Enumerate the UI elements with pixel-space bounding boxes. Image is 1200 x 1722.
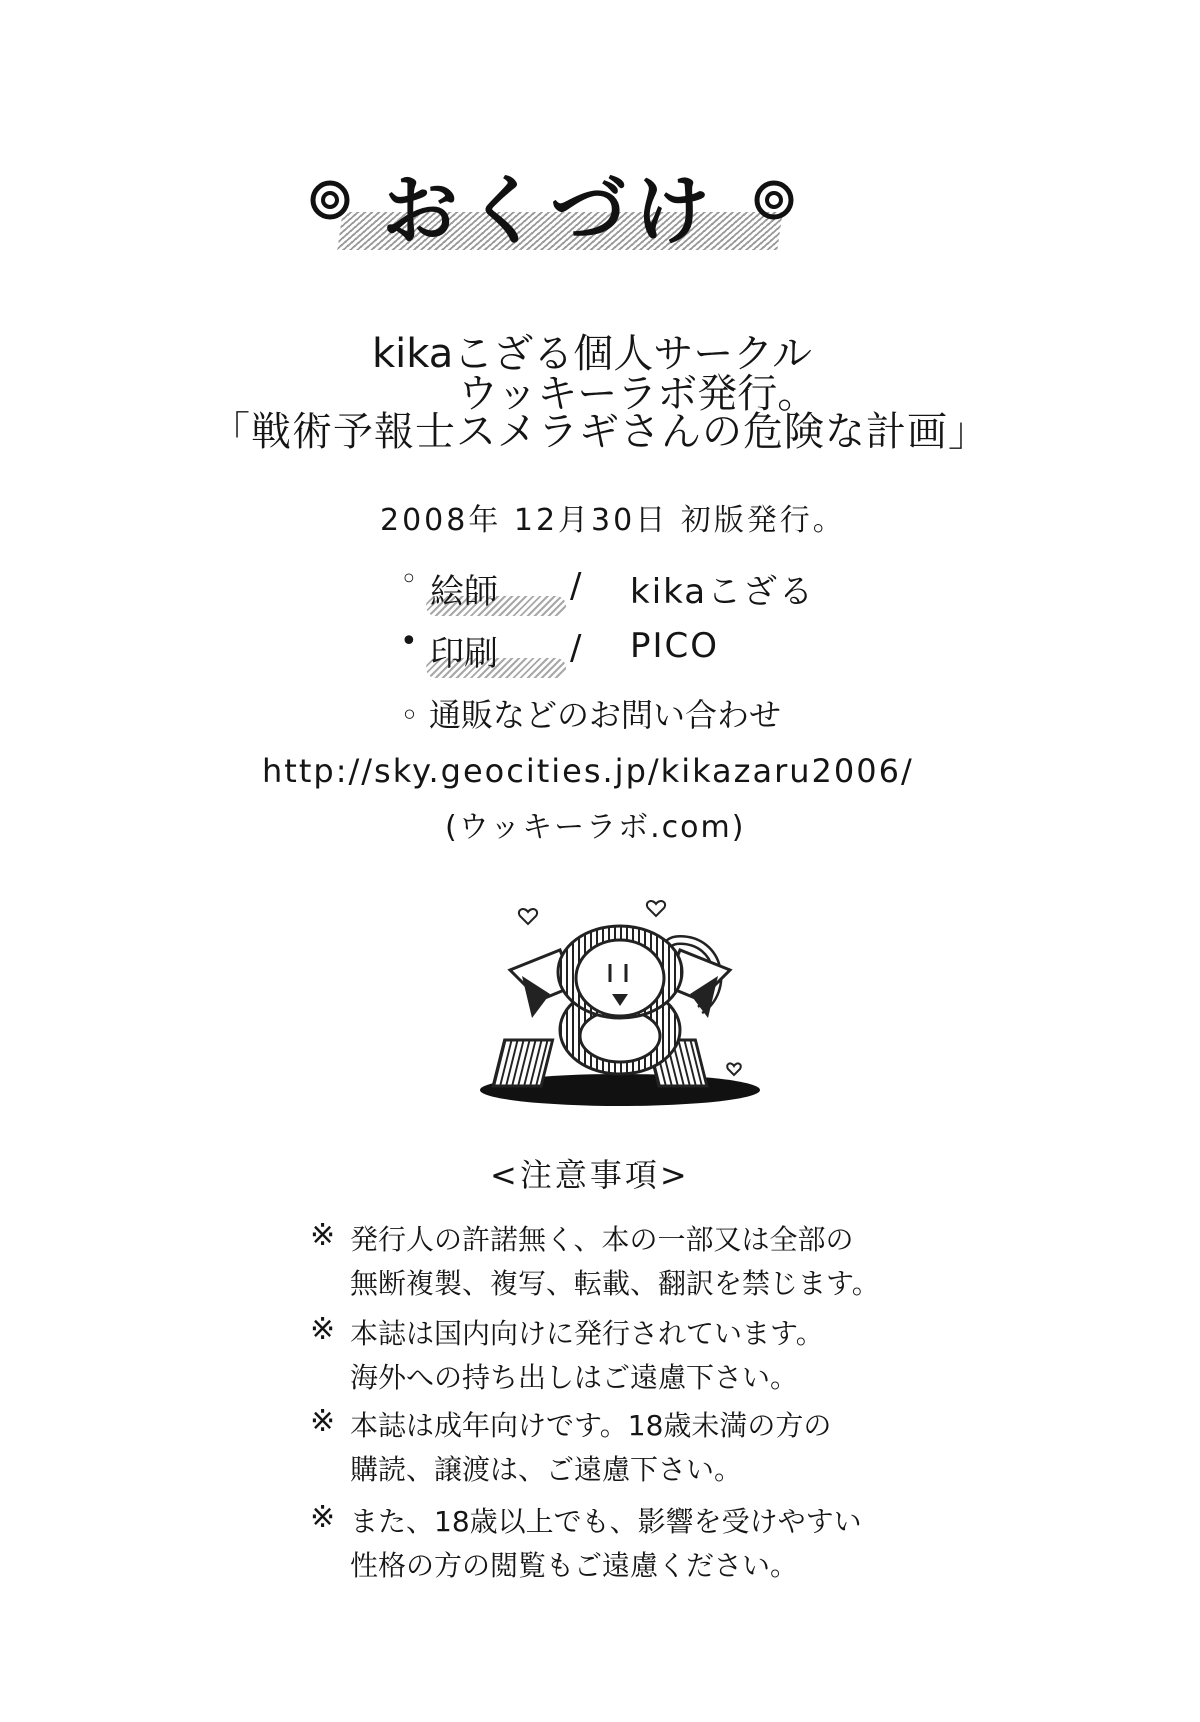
separator: / <box>570 566 582 606</box>
title-block <box>300 150 800 260</box>
bullet: • <box>400 624 418 659</box>
notice-heading: <注意事項> <box>490 1156 690 1194</box>
monkey-mascot-illustration <box>470 890 770 1110</box>
notice-text: 本誌は成年向けです。18歳未満の方の 購読、譲渡は、ご遠慮下さい。 <box>350 1409 832 1486</box>
notice-text: また、18歳以上でも、影響を受けやすい 性格の方の閲覧もご遠慮ください。 <box>350 1505 862 1582</box>
credit-label: 印刷 <box>430 634 498 674</box>
contact-label: ◦ 通販などのお問い合わせ <box>400 696 782 734</box>
notice-text: 発行人の許諾無く、本の一部又は全部の 無断複製、複写、転載、翻訳を禁じます。 <box>350 1223 880 1300</box>
notice-mark: ※ <box>310 1404 336 1439</box>
credit-value: kikaこざる <box>630 572 816 612</box>
publisher-line: ウッキーラボ発行。 <box>458 371 818 417</box>
notice-mark: ※ <box>310 1218 336 1253</box>
credit-label: 絵師 <box>430 572 498 612</box>
notice-mark: ※ <box>310 1500 336 1535</box>
work-title: 「戦術予報士スメラギさんの危険な計画」 <box>210 409 989 455</box>
credit-printer <box>400 624 900 676</box>
site-name: (ウッキーラボ.com) <box>445 810 746 845</box>
swirl-icon <box>752 178 796 222</box>
contact-url: http://sky.geocities.jp/kikazaru2006/ <box>262 752 914 790</box>
publish-date: 2008年 12月30日 初版発行。 <box>380 503 846 538</box>
notice-mark: ※ <box>310 1312 336 1347</box>
page-title: おくづけ <box>382 166 718 255</box>
circle-name: kikaこざる個人サークル <box>372 331 813 377</box>
separator: / <box>570 628 582 668</box>
credit-artist <box>400 562 900 614</box>
credit-value: PICO <box>630 626 720 666</box>
bullet: ◦ <box>400 562 418 597</box>
notice-text: 本誌は国内向けに発行されています。 海外への持ち出しはご遠慮下さい。 <box>350 1317 824 1394</box>
